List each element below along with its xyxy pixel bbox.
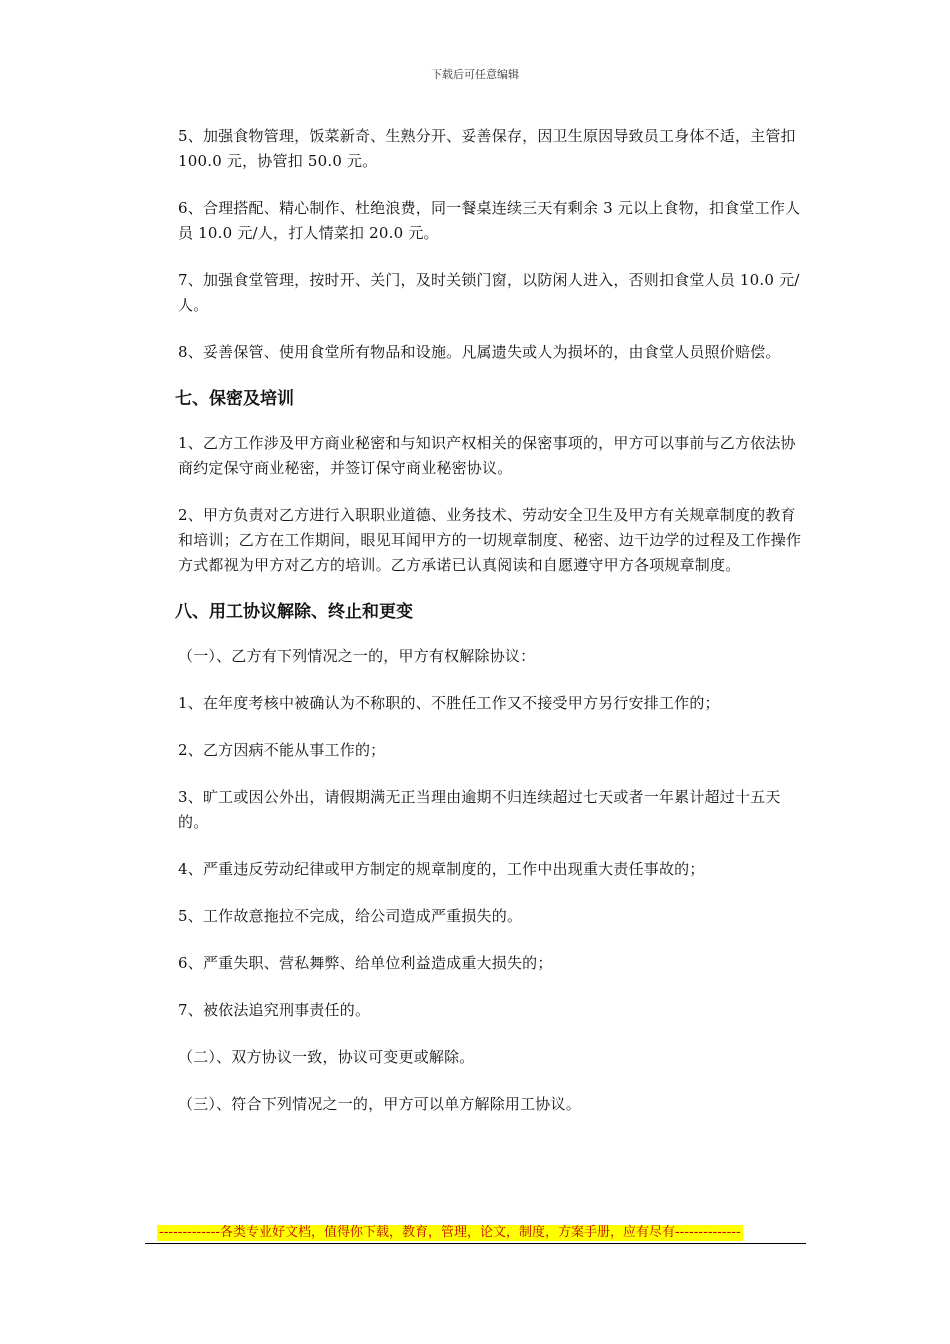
paragraph-trade-secrets: 1、乙方工作涉及甲方商业秘密和与知识产权相关的保密事项的，甲方可以事前与乙方依法协商约定保守商业秘密，并签订保守商业秘密协议。 xyxy=(178,434,796,477)
paragraph-training: 2、甲方负责对乙方进行入职职业道德、业务技术、劳动安全卫生及甲方有关规章制度的教育和培训；乙方在工作期间，眼见耳闻甲方的一切规章制度、秘密、边干边学的过程及工作操作方式都视为甲方对乙方的培训。乙方承诺已认真阅读和自愿遵守甲方各项规章制度。 xyxy=(178,506,802,574)
section-heading-termination: 八、用工协议解除、终止和更变 xyxy=(175,602,413,622)
paragraph-food-management: 5、加强食物管理，饭菜新奇、生熟分开、妥善保存，因卫生原因导致员工身体不适，主管扣 100.0 元，协管扣 50.0 元。 xyxy=(178,127,796,170)
section-heading-confidentiality: 七、保密及培训 xyxy=(175,389,294,409)
paragraph-termination-item-3: 3、旷工或因公外出，请假期满无正当理由逾期不归连续超过七天或者一年累计超过十五天的。 xyxy=(178,788,781,831)
paragraph-property-care: 8、妥善保管、使用食堂所有物品和设施。凡属遗失或人为损坏的，由食堂人员照价赔偿。 xyxy=(178,343,781,361)
footer-rule xyxy=(145,1243,806,1244)
paragraph-unilateral-termination: （三）、符合下列情况之一的，甲方可以单方解除用工协议。 xyxy=(178,1095,581,1113)
paragraph-canteen-management: 7、加强食堂管理，按时开、关门，及时关锁门窗，以防闲人进入，否则扣食堂人员 10.0 元/人。 xyxy=(178,271,800,314)
paragraph-termination-intro: （一）、乙方有下列情况之一的，甲方有权解除协议： xyxy=(178,647,536,665)
paragraph-mutual-agreement: （二）、双方协议一致，协议可变更或解除。 xyxy=(178,1048,475,1066)
paragraph-termination-item-1: 1、在年度考核中被确认为不称职的、不胜任工作又不接受甲方另行安排工作的； xyxy=(178,694,720,712)
paragraph-termination-item-6: 6、严重失职、营私舞弊、给单位利益造成重大损失的； xyxy=(178,954,553,972)
paragraph-termination-item-4: 4、严重违反劳动纪律或甲方制定的规章制度的，工作中出现重大责任事故的； xyxy=(178,860,705,878)
paragraph-termination-item-7: 7、被依法追究刑事责任的。 xyxy=(178,1001,371,1019)
paragraph-termination-item-2: 2、乙方因病不能从事工作的； xyxy=(178,741,386,759)
paragraph-reduce-waste: 6、合理搭配、精心制作、杜绝浪费，同一餐桌连续三天有剩余 3 元以上食物，扣食堂工作人员 10.0 元/人，打人情菜扣 20.0 元。 xyxy=(178,199,801,242)
page-header: 下载后可任意编辑 xyxy=(431,68,519,81)
footer-banner: -------------各类专业好文档，值得你下载，教育，管理，论文，制度，方案手册，应有尽有-------------- xyxy=(159,1225,741,1240)
paragraph-termination-item-5: 5、工作故意拖拉不完成，给公司造成严重损失的。 xyxy=(178,907,523,925)
document-body xyxy=(175,124,810,1139)
